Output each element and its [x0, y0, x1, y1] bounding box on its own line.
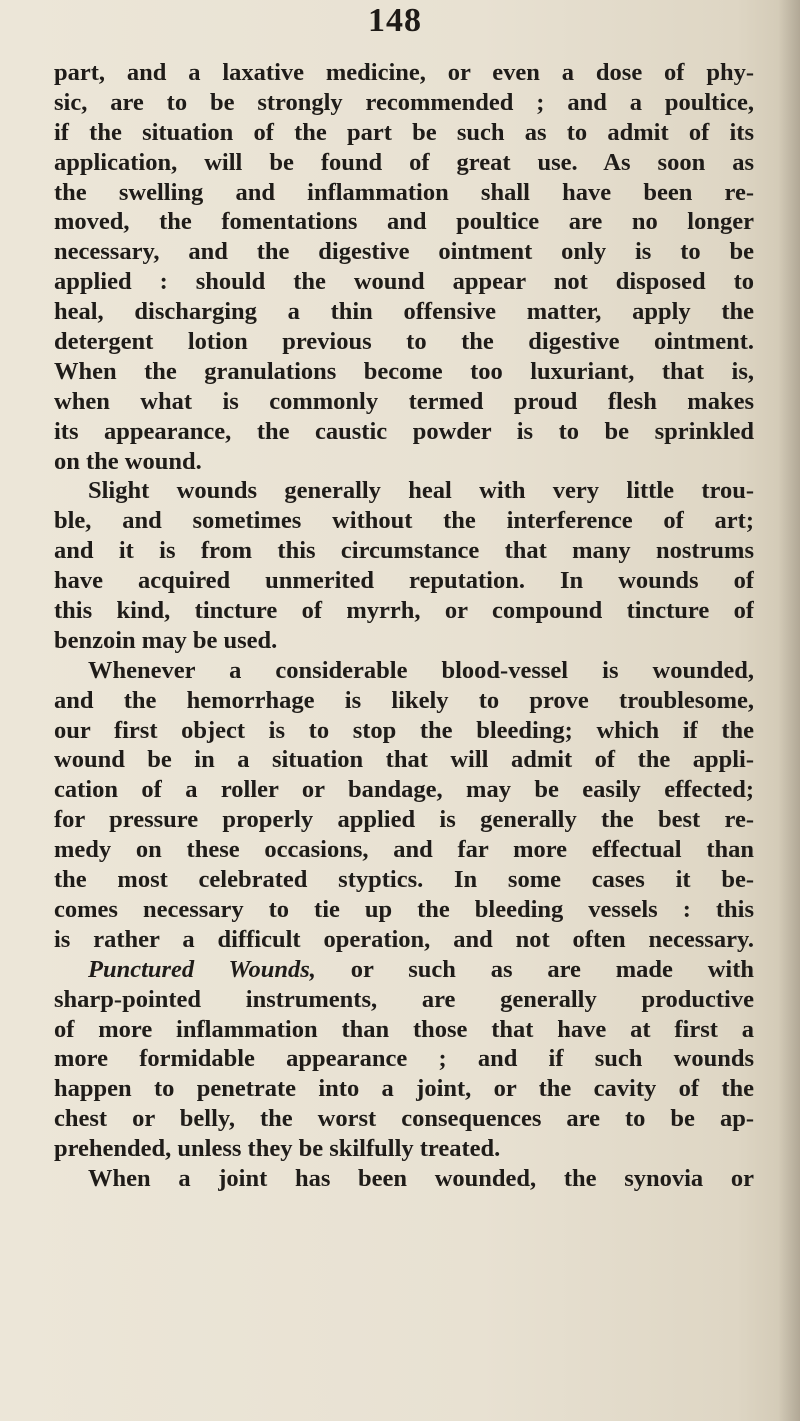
text-line: chest or belly, the worst consequences are to be ap-	[54, 1105, 754, 1133]
text-line: comes necessary to tie up the bleeding vessels : this	[54, 895, 754, 923]
text-line: cation of a roller or bandage, may be easily effected;	[54, 776, 754, 804]
text-line: ble, and sometimes without the interference of art;	[54, 507, 754, 535]
text-line: prehended, unless they be skilfully treated.	[54, 1135, 501, 1163]
text-line: have acquired unmerited reputation. In wounds of	[54, 567, 754, 595]
text-line: wound be in a situation that will admit of the appli-	[54, 746, 754, 774]
text-line: is rather a difficult operation, and not often necessary.	[54, 925, 754, 953]
text-line: Whenever a considerable blood-vessel is wounded,	[88, 656, 754, 684]
text-line: applied : should the wound appear not disposed to	[54, 268, 754, 296]
page-edge-shadow	[778, 0, 800, 1421]
text-line-italic-heading	[54, 955, 754, 985]
text-line: When a joint has been wounded, the synovia or	[88, 1164, 754, 1192]
text-line: if the situation of the part be such as to admit of its	[54, 118, 754, 146]
text-line: part, and a laxative medicine, or even a dose of phy-	[54, 59, 754, 86]
page-body-text	[54, 58, 754, 1194]
text-line: benzoin may be used.	[54, 626, 278, 654]
text-line: sic, are to be strongly recommended ; and a poultice,	[54, 88, 754, 116]
text-line: detergent lotion previous to the digestive ointment.	[54, 328, 754, 356]
text-line: medy on these occasions, and far more effectual than	[54, 836, 754, 864]
text-line: and it is from this circumstance that many nostrums	[54, 537, 754, 565]
text-line: for pressure properly applied is generally the best re-	[54, 806, 754, 834]
text-line: and the hemorrhage is likely to prove troublesome,	[54, 686, 754, 714]
text-line: application, will be found of great use. As soon as	[54, 148, 754, 176]
text-line: When the granulations become too luxuriant, that is,	[54, 357, 754, 385]
text-line: Slight wounds generally heal with very little trou-	[88, 477, 754, 505]
italic-heading: Punctured Wounds,	[88, 955, 316, 983]
text-line: heal, discharging a thin offensive matter, apply the	[54, 298, 754, 326]
text-line: when what is commonly termed proud flesh makes	[54, 387, 754, 415]
heading-continuation: or such as are made with	[315, 955, 754, 983]
text-line: sharp-pointed instruments, are generally productive	[54, 985, 754, 1013]
page-number: 148	[368, 2, 422, 39]
text-line: of more inflammation than those that have at first a	[54, 1015, 754, 1043]
text-line: moved, the fomentations and poultice are no longer	[54, 208, 754, 236]
text-line: more formidable appearance ; and if such wounds	[54, 1045, 754, 1073]
text-line: happen to penetrate into a joint, or the cavity of the	[54, 1075, 754, 1103]
text-line: necessary, and the digestive ointment only is to be	[54, 238, 754, 266]
text-line: the most celebrated styptics. In some cases it be-	[54, 866, 754, 894]
text-line: this kind, tincture of myrrh, or compound tincture of	[54, 597, 754, 625]
text-line: on the wound.	[54, 447, 202, 475]
text-line: its appearance, the caustic powder is to be sprinkled	[54, 417, 754, 445]
text-line: our first object is to stop the bleeding; which if the	[54, 716, 754, 744]
text-line: the swelling and inflammation shall have been re-	[54, 178, 754, 206]
